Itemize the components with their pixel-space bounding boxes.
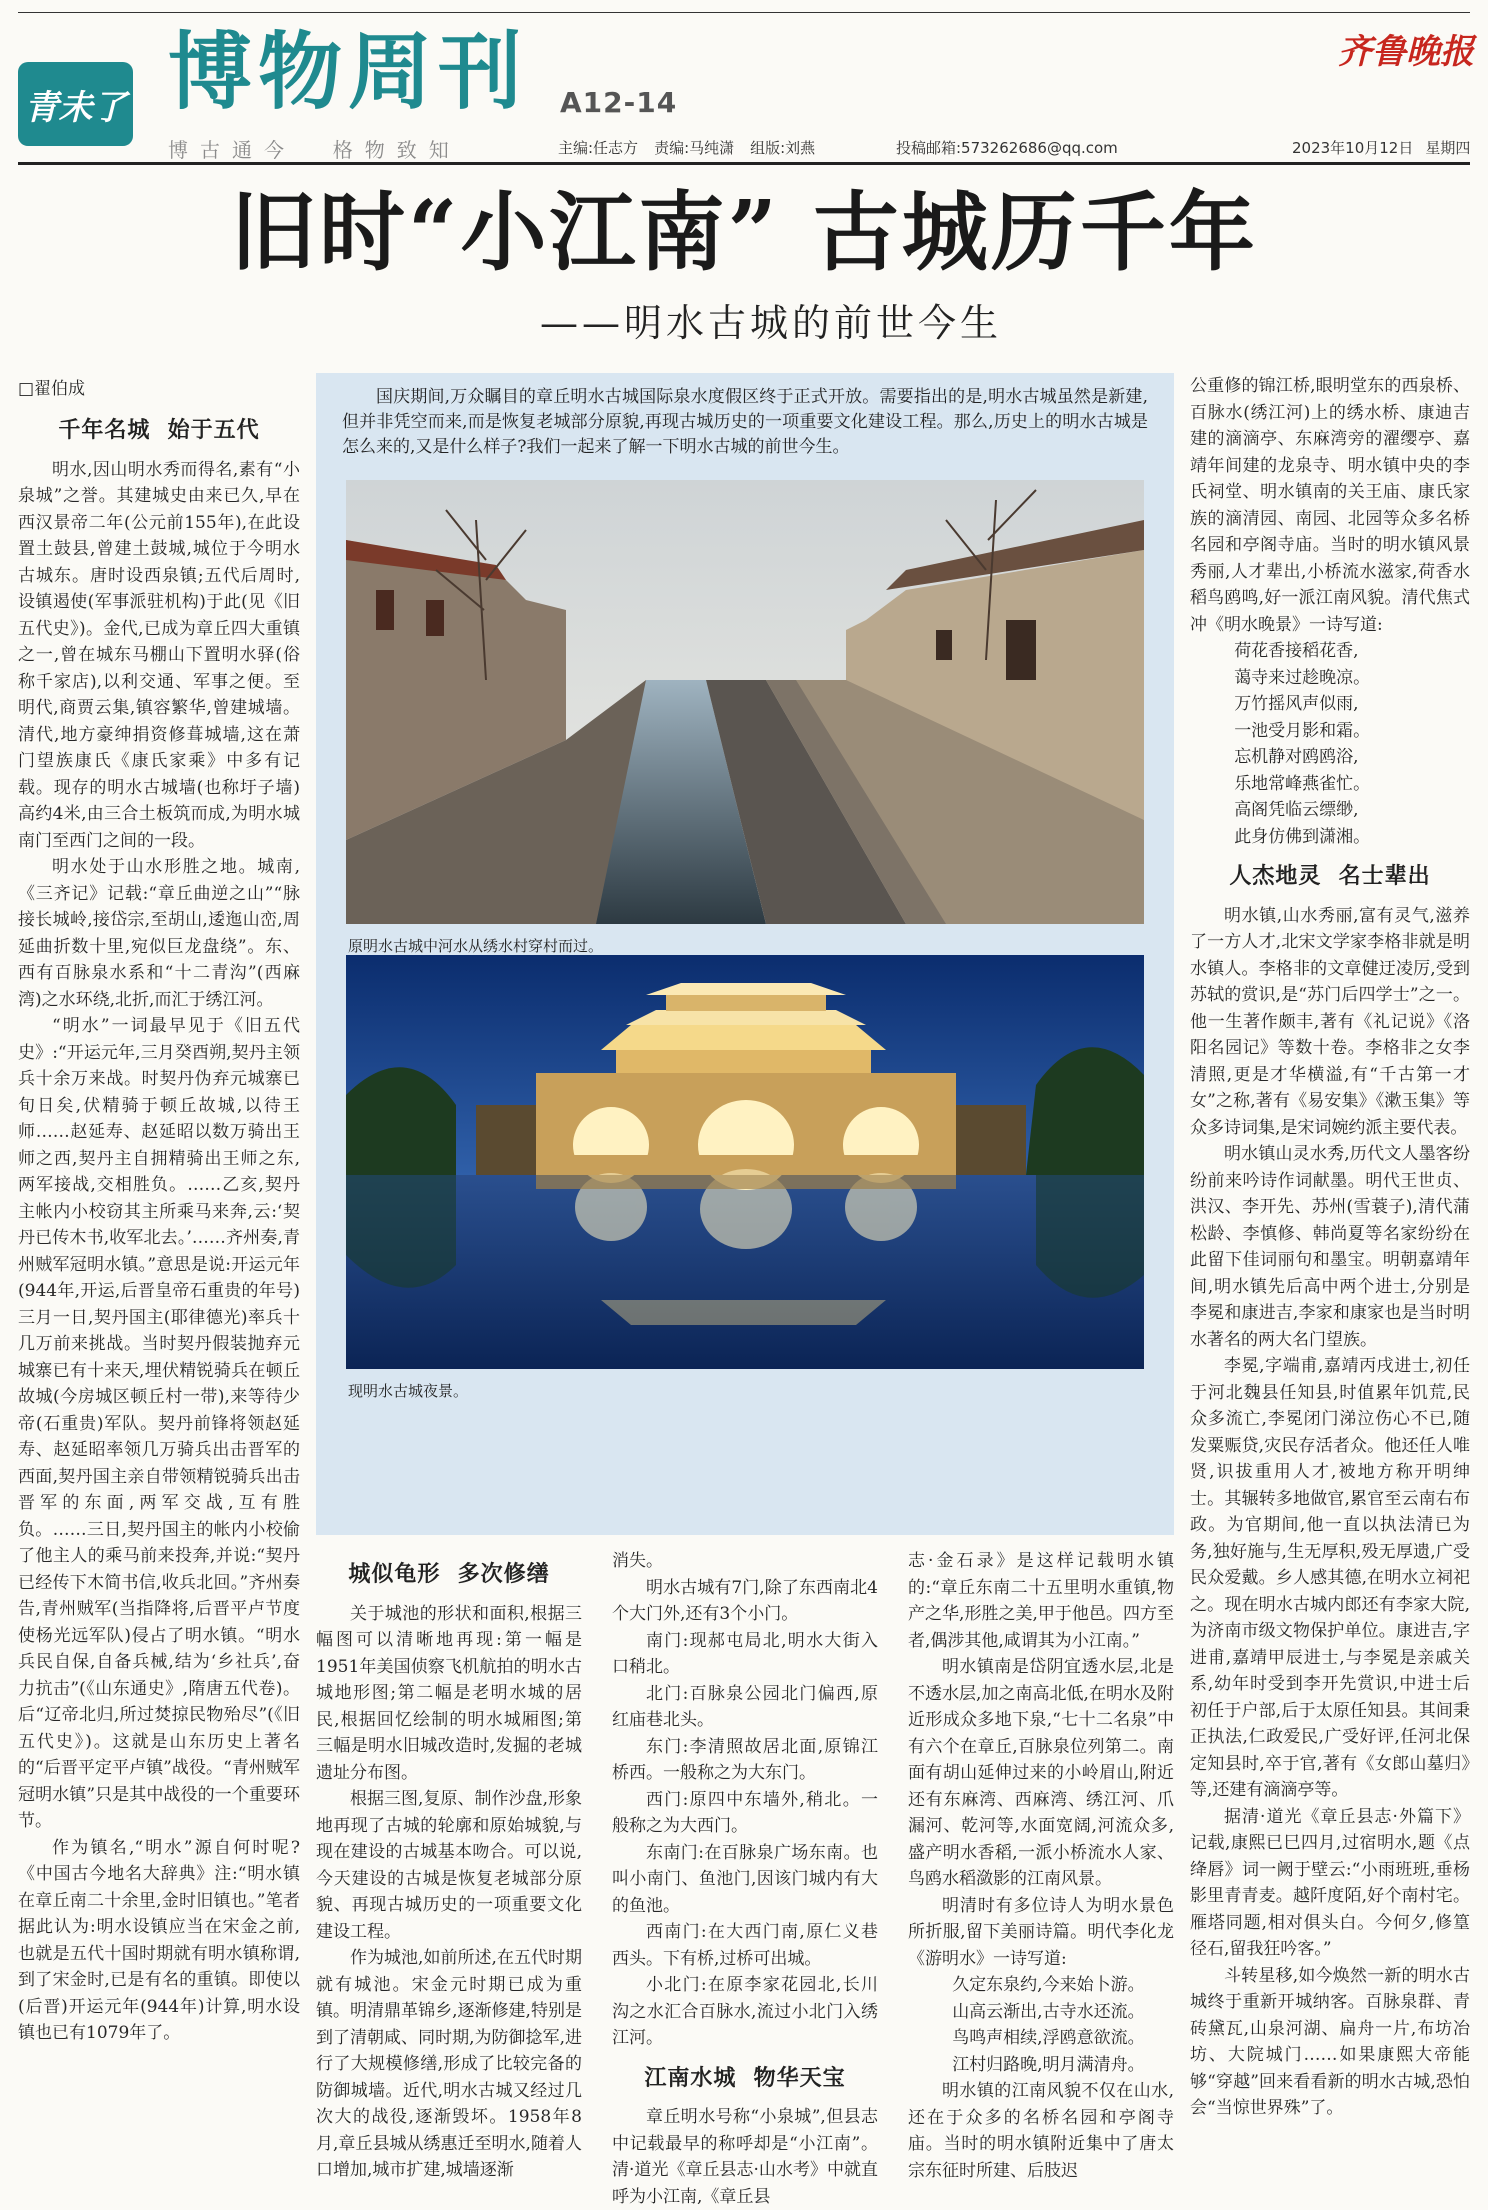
section-heading-talents: 人杰地灵 名士辈出 bbox=[1229, 864, 1431, 889]
photo-old-canal bbox=[346, 480, 1144, 924]
col3-paragraph: 南门:现郝屯局北,明水大街入口稍北。 bbox=[612, 1630, 878, 1677]
col2-paragraph: 根据三图,复原、制作沙盘,形象地再现了古城的轮廓和原始城貌,与现在建设的古城基本吻合。可以说,今天建设的古城是恢复老城部分原貌、再现古城历史的一项重要文化建设工程。 bbox=[316, 1789, 582, 1942]
col2-paragraph: 作为城池,如前所述,在五代时期就有城池。宋金元时期已成为重镇。明清鼎革锦乡,逐渐修建,特别是到了清朝咸、同时期,为防御捻军,进行了大规模修缮,形成了比较完备的防御城墙。近代,明水古城又经过几次大的战役,逐渐毁坏。1958年8月,章丘县城从绣惠迁至明水,随着人口增加,城市扩建,城墙逐渐 bbox=[316, 1948, 582, 2180]
issue-date bbox=[1292, 137, 1470, 158]
column-1 bbox=[18, 418, 300, 2178]
subheadline: ——明水古城的前世今生 bbox=[540, 301, 1003, 345]
photo-night-gate-caption: 现明水古城夜景。 bbox=[348, 1382, 469, 1400]
masthead-rule bbox=[18, 162, 1470, 165]
poem-line: 蔼寺来过趁晚凉。 bbox=[1234, 667, 1371, 688]
col3-paragraph: 明水古城有7门,除了东西南北4个大门外,还有3个小门。 bbox=[612, 1577, 878, 1624]
col5-paragraph: 李冕,字端甫,嘉靖丙戌进士,初任于河北魏县任知县,时值累年饥荒,民众多流亡,李冕闭门涕泣伤心不已,随发粟赈贷,灾民存活者众。他还任人唯贤,识拔重用人才,被地方称开明绅士。其辗转多地做官,累官至云南右布政。为官期间,他一直以执法清已为务,独好施与,生无厚积,殁无厚遗,广受民众爱戴。乡人感其德,在明水立祠祀之。现在明水古城内郎还有李家大院,为济南市级文物保护单位。康进吉,字进甫,嘉靖甲辰进士,与李冕是亲戚关系,幼年时受到李开先赏识,中进士后初任于户部,后于太原任知县。其间秉正执法,仁政爱民,广受好评,任河北保定知县时,卒于官,著有《女郎山墓归》等,还建有滴滴亭等。 bbox=[1190, 1356, 1470, 1800]
col3-paragraph: 东门:李清照故居北面,原锦江桥西。一般称之为大东门。 bbox=[612, 1736, 878, 1783]
col4-paragraph: 明水镇的江南风貌不仅在山水,还在于众多的名桥名园和亭阁寺庙。当时的明水镇附近集中了唐太宗东征时所建、后肢迟 bbox=[908, 2081, 1174, 2181]
col5-paragraph: 明水镇山灵水秀,历代文人墨客纷纷前来吟诗作词献墨。明代王世贞、洪汉、李开先、苏州(雪蓑子),清代蒲松龄、李慎修、韩尚夏等名家纷纷在此留下佳词丽句和墨宝。明朝嘉靖年间,明水镇先后高中两个进士,分别是李冕和康进吉,李家和康家也是当时明水著名的两大名门望族。 bbox=[1190, 1144, 1470, 1350]
weekday-text: 星期四 bbox=[1425, 139, 1471, 157]
intro-paragraph: 国庆期间,万众瞩目的章丘明水古城国际泉水度假区终于正式开放。需要指出的是,明水古城虽然是新建,但并非凭空而来,而是恢复老城部分原貌,再现古城历史的一项重要文化建设工程。那么,历史上的明水古城是怎么来的,又是什么样子?我们一起来了解一下明水古城的前世今生。 bbox=[342, 387, 1148, 457]
poem-line: 忘机静对鸥鸥浴, bbox=[1234, 747, 1359, 767]
col3-paragraph: 西南门:在大西门南,原仁义巷西头。下有桥,过桥可出城。 bbox=[612, 1922, 878, 1969]
slogan: 博古通今 格物致知 bbox=[168, 138, 461, 162]
col1-paragraph: 明水,因山明水秀而得名,素有“小泉城”之誉。其建城史由来已久,早在西汉景帝二年(公元前155年),在此设置土鼓县,曾建土鼓城,城位于今明水古城东。唐时设西泉镇;五代后周时,设镇遏使(军事派驻机构)于此(见《旧五代史》)。金代,已成为章丘四大重镇之一,曾在城东马棚山下置明水驿(俗称千家店),以利交通、军事之便。至明代,商贾云集,镇容繁华,曾建城墙。清代,地方豪绅捐资修葺城墙,这在萧门望族康氏《康氏家乘》中多有记载。现存的明水古城墙(也称圩子墙)高约4米,由三合土板筑而成,为明水城南门至西门之间的一段。 bbox=[18, 459, 300, 851]
col3-paragraph: 章丘明水号称“小泉城”,但县志中记载最早的称呼却是“小江南”。清·道光《章丘县志·山水考》中就直呼为小江南,《章丘县 bbox=[612, 2107, 878, 2207]
col5-paragraph: 斗转星移,如今焕然一新的明水古城终于重新开城纳客。百脉泉群、青砖黛瓦,山泉河湖、扁舟一片,布坊冶坊、大院城门……如果康熙大帝能够“穿越”回来看看新的明水古城,恐怕会“当惊世界殊”了。 bbox=[1190, 1965, 1470, 2118]
col3-paragraph: 小北门:在原李家花园北,长川沟之水汇合百脉水,流过小北门入绣江河。 bbox=[612, 1975, 878, 2048]
paper-name: 齐鲁晚报 bbox=[1338, 32, 1474, 72]
column-4 bbox=[908, 1548, 1174, 2181]
column-2 bbox=[316, 1548, 582, 2178]
poem-line: 山高云渐出,古寺水还流。 bbox=[952, 2001, 1145, 2022]
photo-night-gate bbox=[346, 955, 1144, 1369]
column-5 bbox=[1190, 373, 1470, 2178]
col2-paragraph: 关于城池的形状和面积,根据三幅图可以清晰地再现:第一幅是1951年美国侦察飞机航拍的明水古城地形图;第二幅是老明水城的居民,根据回忆绘制的明水城厢图;第三幅是明水旧城改造时,发掘的老城遗址分布图。 bbox=[316, 1603, 582, 1783]
poem-line: 江村归路晚,明月满清舟。 bbox=[952, 2054, 1145, 2075]
layout-editor: 组版:刘燕 bbox=[750, 139, 816, 157]
col1-paragraph: “明水”一词最早见于《旧五代史》:“开运元年,三月癸酉朔,契丹主领兵十余万来战。时契丹伪弃元城寨已旬日矣,伏精骑于顿丘故城,以待王师……赵延寿、赵延昭以数万骑出王师之西,契丹主自拥精骑出王师之东,两军接战,交相胜负。……乙亥,契丹主帐内小校窃其主所乘马来奔,云:‘契丹已传木书,收军北去。’……齐州奏,青州贼军冠明水镇。”意思是说:开运元年(944年,开运,后晋皇帝石重贵的年号)三月一日,契丹国主(耶律德光)率兵十几万前来挑战。当时契丹假装抛弃元城寨已有十来天,埋伏精锐骑兵在顿丘故城(今房城区顿丘村一带),来等待少帝(石重贵)军队。契丹前锋将领赵延寿、赵延昭率领几万骑兵出击晋军的西面,契丹国主亲自带领精锐骑兵出击晋军的东面,两军交战,互有胜负。……三日,契丹国主的帐内小校偷了他主人的乘马前来投奔,并说:“契丹已经传下木简书信,收兵北回。”齐州奏告,青州贼军(当指降将,后晋平卢节度使杨光远军队)侵占了明水镇。“明水兵民自保,自备兵械,结为‘乡社兵’,奋力抗击”(《山东通史》,隋唐五代卷)。后“辽帝北归,所过焚掠民物殆尽”(《旧五代史》)。这就是山东历史上著名的“后晋平定平卢镇”战役。“青州贼军冠明水镇”只是其中战役的一个重要环节。 bbox=[18, 1016, 300, 1831]
col5-paragraph: 明水镇,山水秀丽,富有灵气,滋养了一方人才,北宋文学家李格非就是明水镇人。李格非的文章健迂凌厉,受到苏轼的赏识,是“苏门后四学士”之一。他一生著作颇丰,著有《礼记说》《洛阳名园记》等数十卷。李格非之女李清照,更是才华横溢,有“千古第一才女”之称,著有《易安集》《漱玉集》等众多诗词集,是宋词婉约派主要代表。 bbox=[1190, 905, 1470, 1138]
poem-line: 乐地常峰燕雀忙。 bbox=[1234, 773, 1371, 794]
poem-line: 此身仿佛到潇湘。 bbox=[1234, 826, 1371, 847]
col4-paragraph: 志·金石录》是这样记载明水镇的:“章丘东南二十五里明水重镇,物产之华,形胜之美,甲于他邑。四方至者,偶涉其他,咸谓其为小江南。” bbox=[908, 1551, 1174, 1651]
page-number: A12-14 bbox=[560, 86, 678, 119]
editor-in-chief: 主编:任志方 bbox=[558, 139, 639, 157]
photo-night-gate-image bbox=[346, 955, 1144, 1369]
poem-line: 万竹摇风声似雨, bbox=[1234, 694, 1359, 714]
poem-line: 一池受月影和霜。 bbox=[1234, 720, 1371, 741]
byline: □翟伯成 bbox=[18, 379, 86, 399]
photo-old-canal-caption: 原明水古城中河水从绣水村穿村而过。 bbox=[348, 937, 604, 955]
poem-line: 久定东泉约,今来始卜游。 bbox=[952, 1975, 1145, 1995]
logo-text: 青未了 bbox=[24, 87, 127, 128]
responsible-editor: 责编:马纯潇 bbox=[654, 139, 735, 157]
col4-paragraph: 明清时有多位诗人为明水景色所折服,留下美丽诗篇。明代李化龙《游明水》一诗写道: bbox=[908, 1895, 1174, 1969]
col4-paragraph: 明水镇南是岱阴宜透水层,北是不透水层,加之南高北低,在明水及附近形成众多地下泉,“七十二名泉”中有六个在章丘,百脉泉位列第二。南面有胡山延伸过来的小岭眉山,附近还有东麻湾、西麻湾、绣江河、爪漏河、乾河等,水面宽阔,河流众多,盛产明水香稻,一派小桥流水人家、鸟鸥水稻潋影的江南风景。 bbox=[908, 1657, 1174, 1889]
col1-paragraph: 作为镇名,“明水”源自何时呢?《中国古今地名大辞典》注:“明水镇在章丘南二十余里,金时旧镇也。”笔者据此认为:明水设镇应当在宋金之前,也就是五代十国时期就有明水镇称谓,到了宋金时,已是有名的重镇。即使以(后晋)开运元年(944年)计算,明水设镇也已有1079年了。 bbox=[18, 1837, 300, 2043]
col3-paragraph: 北门:百脉泉公园北门偏西,原红庙巷北头。 bbox=[612, 1683, 878, 1730]
section-title: 博物周刊 bbox=[168, 23, 529, 121]
logo bbox=[18, 62, 133, 146]
masthead bbox=[0, 0, 1488, 165]
section-heading-city-shape: 城似龟形 多次修缮 bbox=[348, 1562, 550, 1587]
top-rule bbox=[18, 12, 1470, 13]
photo-old-canal-image bbox=[346, 480, 1144, 924]
poem-line: 荷花香接稻花香, bbox=[1234, 641, 1359, 661]
col3-paragraph: 东南门:在百脉泉广场东南。也叫小南门、鱼池门,因该门城内有大的鱼池。 bbox=[612, 1842, 878, 1916]
section-heading-origins: 千年名城 始于五代 bbox=[58, 418, 260, 443]
submission-email: 投稿邮箱:573262686@qq.com bbox=[896, 139, 1118, 157]
headline: 旧时“小江南” 古城历千年 bbox=[230, 182, 1258, 283]
poem-line: 高阁凭临云缥缈, bbox=[1234, 800, 1359, 820]
poem-line: 鸟鸣声相续,浮鸥意欲流。 bbox=[952, 2028, 1145, 2048]
section-heading-jiangnan: 江南水城 物华天宝 bbox=[644, 2065, 846, 2091]
feature-box bbox=[316, 373, 1174, 1535]
col3-paragraph: 西门:原四中东墙外,稍北。一般称之为大西门。 bbox=[612, 1789, 878, 1836]
col1-paragraph: 明水处于山水形胜之地。城南,《三齐记》记载:“章丘曲逆之山”“脉接长城岭,接岱宗,至胡山,逶迤山峦,周延曲折数十里,宛似巨龙盘绕”。东、西有百脉泉水系和“十二青沟”(西麻湾)之水环绕,北折,而汇于绣江河。 bbox=[18, 857, 300, 1010]
date-text: 2023年10月12日 bbox=[1292, 139, 1414, 157]
col5-paragraph: 据清·道光《章丘县志·外篇下》记载,康熙已巳四月,过宿明水,题《点绛唇》词一阙于壁云:“小雨班班,垂杨影里青青麦。越阡度陌,好个南村宅。雁塔同题,相对俱头白。今何夕,修篁径石,留我狂吟客。” bbox=[1190, 1806, 1470, 1959]
col5-paragraph: 公重修的锦江桥,眼明堂东的西泉桥、百脉水(绣江河)上的绣水桥、康迪吉建的滴滴亭、东麻湾旁的濯缨亭、嘉靖年间建的龙泉寺、明水镇中央的李氏祠堂、明水镇南的关王庙、康氏家族的滴清园、南园、北园等众多名桥名园和亭阁寺庙。当时的明水镇风景秀丽,人才辈出,小桥流水滋家,荷香水稻鸟鸥鸣,好一派江南风貌。清代焦式冲《明水晚景》一诗写道: bbox=[1190, 376, 1470, 635]
col3-paragraph: 消失。 bbox=[612, 1551, 663, 1571]
column-3 bbox=[612, 1548, 878, 2207]
staff-line bbox=[558, 137, 815, 158]
